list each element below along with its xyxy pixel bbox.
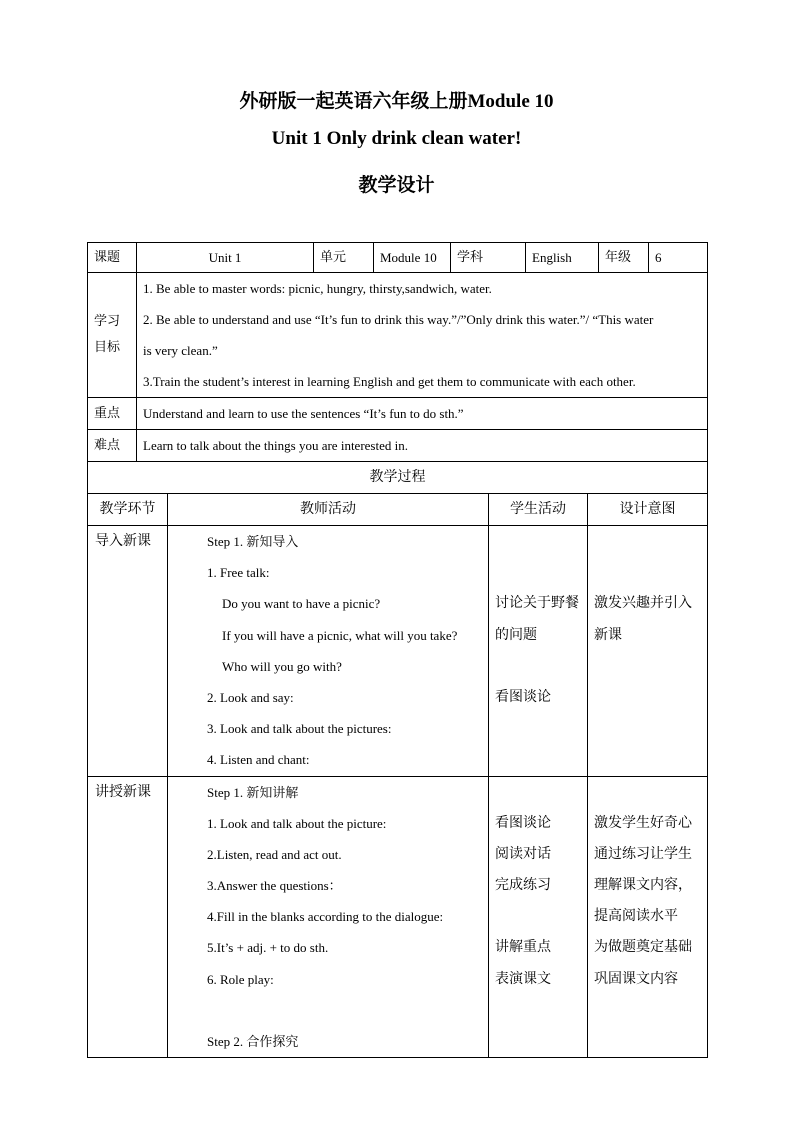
- student-line: [495, 1026, 581, 1057]
- student-line: 阅读对话: [495, 845, 551, 862]
- intent-line: [594, 1026, 701, 1057]
- student-line: 看图谈论: [495, 814, 551, 831]
- intent-line: 激发学生好奇心: [594, 814, 692, 831]
- intent-line: [594, 557, 701, 588]
- header-teacher: 教师活动: [168, 494, 489, 526]
- student-activity-new-lesson: [489, 776, 588, 1058]
- student-line: [495, 557, 581, 588]
- intent-line: 理解课文内容，: [594, 877, 692, 894]
- teacher-line: If you will have a picnic, what will you take?: [222, 627, 458, 643]
- intent-line: 新课: [594, 626, 622, 643]
- unit-value: Module 10: [374, 243, 451, 273]
- unit-label: 单元: [314, 243, 374, 273]
- teacher-line: Step 2. 合作探究: [207, 1034, 299, 1049]
- process-title: 教学过程: [88, 462, 708, 494]
- teacher-activity-intro: [168, 526, 489, 777]
- topic-value: Unit 1: [137, 243, 314, 273]
- intent-line: [594, 777, 701, 808]
- objectives-text: [137, 273, 708, 398]
- teacher-line: Who will you go with?: [222, 658, 342, 674]
- teacher-line: 5.It’s + adj. + to do sth.: [207, 940, 329, 956]
- intent-line: 提高阅读水平: [594, 908, 678, 925]
- student-line: [495, 713, 581, 744]
- teacher-line: 3.Answer the questions：: [207, 878, 342, 894]
- student-line: [495, 777, 581, 808]
- intent-line: [594, 526, 701, 557]
- objective-item: 1. Be able to master words: picnic, hungry, thirsty,sandwich, water.: [143, 281, 492, 296]
- objective-item: is very clean.”: [143, 343, 218, 358]
- process-table: [87, 461, 707, 1058]
- header-student: 学生活动: [489, 494, 588, 526]
- teacher-line: 6. Role play:: [207, 971, 274, 987]
- teacher-line: [174, 995, 482, 1026]
- intent-line: [594, 682, 701, 713]
- teacher-line: Do you want to have a picnic?: [222, 596, 381, 612]
- student-line: 表演课文: [495, 970, 551, 987]
- student-line: 完成练习: [495, 877, 551, 894]
- document-heading: 教学设计: [358, 175, 435, 196]
- difficulty-text: Learn to talk about the things you are interested in.: [137, 430, 708, 462]
- student-line: [495, 995, 581, 1026]
- grade-label: 年级: [599, 243, 649, 273]
- teacher-line: 4. Listen and chant:: [207, 752, 310, 768]
- student-line: 看图谈论: [495, 688, 551, 705]
- teacher-line: 2. Look and say:: [207, 689, 294, 705]
- phase-new-lesson-label: 讲授新课: [95, 783, 151, 800]
- teacher-line: Step 1. 新知导入: [207, 534, 299, 549]
- design-intent-intro: [588, 526, 708, 777]
- difficulty-label: 难点: [88, 430, 137, 462]
- objectives-label: [88, 273, 137, 398]
- topic-label: 课题: [88, 243, 137, 273]
- student-line: [495, 526, 581, 557]
- teacher-line: 4.Fill in the blanks according to the dialogue:: [207, 909, 444, 925]
- student-activity-intro: [489, 526, 588, 777]
- intent-line: 激发兴趣并引入: [594, 595, 692, 612]
- subject-value: English: [526, 243, 599, 273]
- objectives-label-line1: 学习: [94, 314, 121, 329]
- intent-line: [594, 713, 701, 744]
- objective-item: 2. Be able to understand and use “It’s fun to drink this way.”/”Only drink this water.”/ “This water: [143, 312, 654, 327]
- teacher-line: 3. Look and talk about the pictures:: [207, 721, 392, 737]
- phase-intro: [88, 526, 168, 777]
- student-line: 讲解重点: [495, 939, 551, 956]
- key-point-text: Understand and learn to use the sentences “It’s fun to do sth.”: [137, 398, 708, 430]
- student-line: [495, 651, 581, 682]
- teacher-line: 1. Look and talk about the picture:: [207, 815, 387, 831]
- info-table: [87, 242, 707, 462]
- objective-item: 3.Train the student’s interest in learning English and get them to communicate with each other.: [143, 374, 636, 389]
- subject-label: 学科: [451, 243, 526, 273]
- intent-line: [594, 744, 701, 775]
- document-subtitle: Unit 1 Only drink clean water!: [271, 128, 522, 149]
- header-intent: 设计意图: [588, 494, 708, 526]
- student-line: 讨论关于野餐: [495, 595, 579, 612]
- teacher-line: Step 1. 新知讲解: [207, 784, 299, 800]
- student-line: [495, 901, 581, 932]
- intent-line: 巩固课文内容: [594, 970, 678, 987]
- phase-new-lesson: [88, 776, 168, 1058]
- objectives-label-line2: 目标: [94, 340, 121, 355]
- grade-value: 6: [649, 243, 708, 273]
- intent-line: 为做题奠定基础: [594, 939, 692, 956]
- phase-intro-label: 导入新课: [95, 533, 151, 549]
- teacher-line: 1. Free talk:: [207, 565, 270, 581]
- intent-line: 通过练习让学生: [594, 845, 692, 862]
- teacher-line: 2.Listen, read and act out.: [207, 846, 342, 862]
- design-intent-new-lesson: [588, 776, 708, 1058]
- student-line: 的问题: [495, 626, 537, 643]
- header-phase: 教学环节: [88, 494, 168, 526]
- intent-line: [594, 995, 701, 1026]
- intent-line: [594, 651, 701, 682]
- student-line: [495, 744, 581, 775]
- teacher-activity-new-lesson: [168, 776, 489, 1058]
- key-point-label: 重点: [88, 398, 137, 430]
- document-title: 外研版一起英语六年级上册Module 10: [239, 91, 554, 112]
